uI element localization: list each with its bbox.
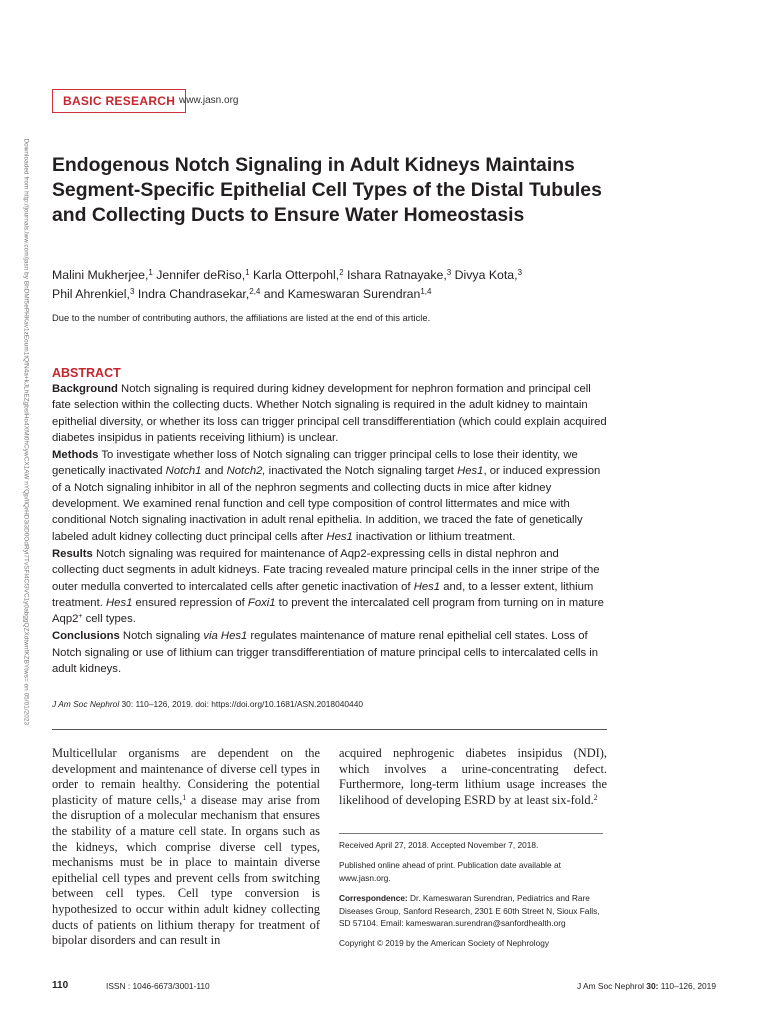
author-name: Phil Ahrenkiel,$^3$: [52, 287, 135, 301]
website-link[interactable]: www.jasn.org: [179, 95, 239, 106]
background-label: Background: [52, 383, 118, 395]
abstract-background: Background Notch signaling is required during kidney development for nephron formation and principal cell fate selection within the collecting ducts. Whether Notch signaling is required in the adult kidney to maintain epithelial diversity, or whether its loss can trigger principal cell transdifferentiation (which could explain acquired diabetes insipidus in patients receiving lithium) is unclear.: [52, 383, 607, 444]
citation-line: [52, 699, 363, 709]
author-affiliation: 1: [245, 268, 250, 277]
section-divider: [52, 729, 607, 730]
conclusions-label: Conclusions: [52, 630, 120, 643]
author-name: Jennifer deRiso,$^1$: [156, 268, 250, 282]
author-name: Divya Kota,$^3$: [454, 268, 523, 282]
article-title: Endogenous Notch Signaling in Adult Kidneys Maintains Segment-Specific Epithelial Cell Types of the Distal Tubules and Collecting Ducts to Ensure Water Homeostasis: [52, 154, 602, 226]
reference-2[interactable]: 2: [593, 792, 598, 802]
copyright: Copyright © 2019 by the American Society of Nephrology: [339, 938, 549, 948]
correspondence: Correspondence: Dr. Kameswaran Surendran, Pediatrics and Rare Diseases Group, Sanford Research, 2301 E 60th Street N, Sioux Falls, SD 57104. Email: kameswaran.surendran@sanfordhealth.org: [339, 893, 600, 928]
page-number: 110: [52, 980, 69, 991]
abstract-heading: ABSTRACT: [52, 366, 121, 380]
affiliation-note: Due to the number of contributing authors, the affiliations are listed at the end of this article.: [52, 312, 431, 323]
section-label: BASIC RESEARCH: [52, 89, 186, 113]
footnote-divider: [339, 833, 603, 834]
methods-label: Methods: [52, 449, 99, 462]
download-note-text: Downloaded from http://journals.lww.com/jasn by BhDMf5ePHKav1zEoum1tQfN4a+kJLhEZgbsIHo4XMi0hCywCX1AW nYQp/IlQrHD3i3D0OdRyi7TvSFl4Cf3VC1y0abggQZXdtwnfKZBYtws= on 05/01/2023: [22, 138, 30, 726]
results-label: Results: [52, 547, 93, 560]
body-column-left: Multicellular organisms are dependent on the development and maintenance of diverse cell types in order to remain healthy. Considering the potential plasticity of mature cells,$^1$ a disease may arise from the disruption of a molecular mechanism that ensures the stability of a mature cell state. In organs such as the kidneys, which comprise diverse cell types, mechanisms must be in place to maintain diverse epithelial cell types and prevent cells from switching between cell types. Cell type conversion is hypothesized to occur within adult kidney collecting ducts of patients on lithium therapy for treatment of bipolar disorders and can result in: [52, 746, 320, 948]
author-affiliation: 3: [517, 268, 523, 277]
author-affiliation: 2: [339, 268, 344, 277]
sidebar-download-note: [12, 138, 42, 726]
author-name: Ishara Ratnayake,$^3$: [346, 268, 452, 282]
abstract-methods: Methods To investigate whether loss of Notch signaling can trigger principal cells to lose their identity, we genetically inactivated Notch1 and Notch2, inactivated the Notch signaling target Hes1, or induced expression of a Notch signaling inhibitor in all of the nephron segments and collecting ducts in mice after kidney development. We examined renal function and cell type composition of control littermates and mice with conditional Notch signaling inactivation in adult renal epithelia. In addition, we traced the fate of genetically labeled adult kidney collecting duct principal cells after Hes1 inactivation or lithium treatment.: [52, 449, 601, 543]
author-affiliation: 1,4: [420, 287, 432, 296]
body-column-right: acquired nephrogenic diabetes insipidus (NDI), which involves a urine-concentrating defect. Furthermore, long-term lithium usage increases the likelihood of developing ESRD by at least six-fold.$^2$: [339, 746, 607, 807]
author-name: Malini Mukherjee,$^1$: [52, 268, 153, 282]
abstract-results: Results Notch signaling was required for maintenance of Aqp2-expressing cells in distal nephron and collecting duct segments in adult kidneys. Fate tracing revealed mature principal cells in the inner stripe of the outer medulla converted to intercalated cells after genetic inactivation of Hes1 and, to a lesser extent, lithium treatment. Hes1 ensured repression of Foxi1 to prevent the intercalated cell program from turning on in mature Aqp2+ cell types.: [52, 547, 604, 626]
correspondence-label: Correspondence:: [339, 893, 408, 903]
author-affiliation: 3: [446, 268, 452, 277]
author-affiliation: 1: [148, 268, 153, 277]
citation-details[interactable]: 30: 110–126, 2019. doi: https://doi.org/10.1681/ASN.2018040440: [119, 699, 364, 709]
citation-journal: J Am Soc Nephrol: [52, 699, 120, 709]
author-affiliation: 2,4: [249, 287, 261, 296]
author-name: Indra Chandrasekar,$^{2,4}$: [137, 287, 261, 301]
reference-1[interactable]: 1: [182, 792, 187, 802]
footer-journal: J Am Soc Nephrol 30: 110–126, 2019: [576, 981, 716, 991]
publication-note: Published online ahead of print. Publication date available at www.jasn.org.: [339, 860, 561, 883]
author-affiliation: 3: [129, 287, 135, 296]
author-name: Karla Otterpohl,$^2$: [252, 268, 344, 282]
abstract-conclusions: Conclusions Notch signaling via Hes1 regulates maintenance of mature renal epithelial cell states. Loss of Notch signaling or use of lithium can trigger transdifferentiation of mature principal cells to intercalated cells in adult kidneys.: [52, 630, 599, 676]
received-dates: Received April 27, 2018. Accepted November 7, 2018.: [339, 840, 539, 850]
author-list: [52, 266, 612, 304]
abstract-body: [52, 381, 608, 677]
author-name: and Kameswaran Surendran$^{1,4}$: [263, 287, 432, 301]
issn: ISSN : 1046-6673/3001-110: [106, 981, 210, 991]
